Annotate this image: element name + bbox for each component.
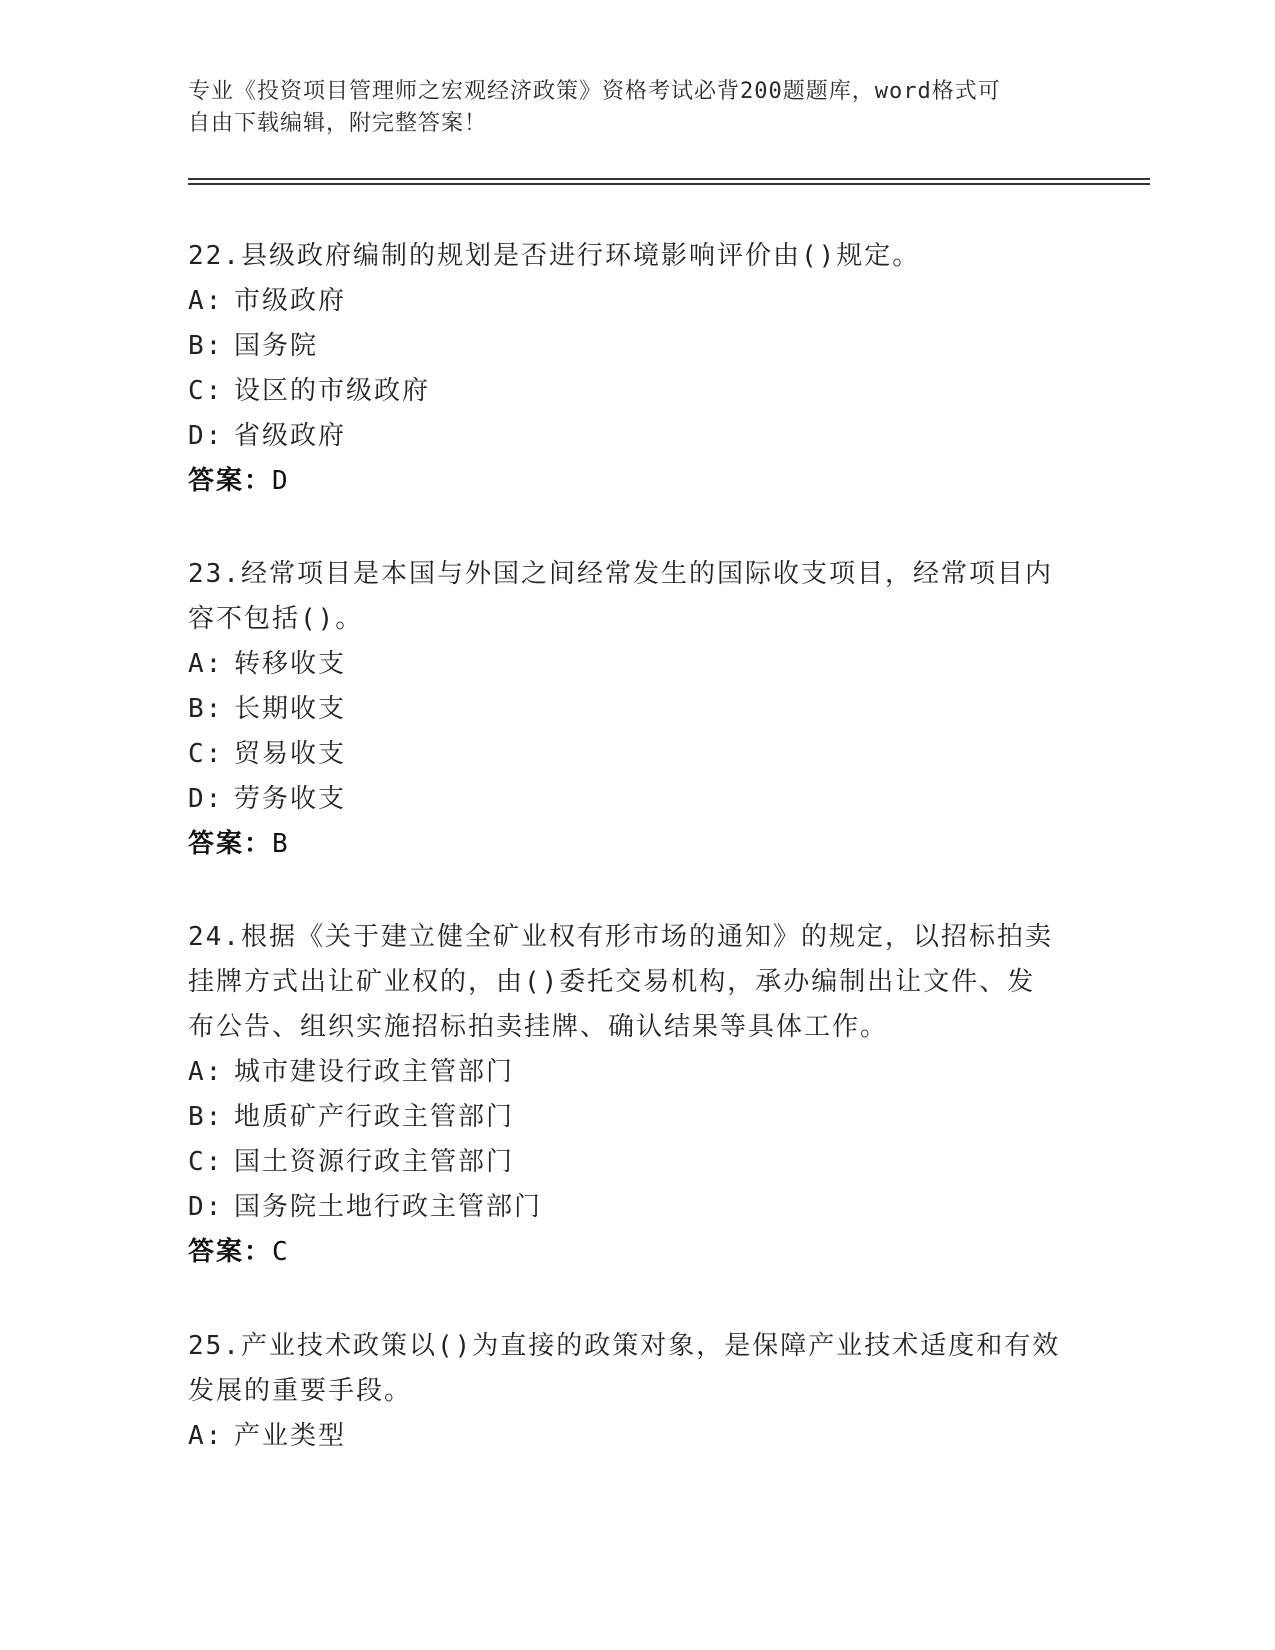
question-stem-line: 23.经常项目是本国与外国之间经常发生的国际收支项目，经常项目内 <box>188 559 1053 589</box>
option-b <box>188 1095 1078 1140</box>
option-letter: C: <box>188 1147 224 1177</box>
option-text: 省级政府 <box>234 421 347 451</box>
answer-value: C <box>272 1237 290 1267</box>
option-a <box>188 642 1078 687</box>
option-text: 城市建设行政主管部门 <box>234 1057 515 1087</box>
question-stem-line: 容不包括()。 <box>188 604 364 634</box>
question-25 <box>188 1324 1078 1459</box>
option-letter: D: <box>188 1192 224 1222</box>
question-stem <box>188 1324 1078 1414</box>
option-letter: A: <box>188 286 224 316</box>
question-stem <box>188 552 1078 642</box>
option-letter: B: <box>188 694 224 724</box>
header-divider-bottom <box>188 183 1150 185</box>
question-22 <box>188 234 1078 504</box>
question-stem <box>188 915 1078 1050</box>
question-stem-line: 挂牌方式出让矿业权的，由()委托交易机构，承办编制出让文件、发 <box>188 967 1036 997</box>
question-stem: 22.县级政府编制的规划是否进行环境影响评价由()规定。 <box>188 241 921 271</box>
header-line-1: 专业《投资项目管理师之宏观经济政策》资格考试必背200题题库，word格式可 <box>188 79 1001 104</box>
question-stem-line: 25.产业技术政策以()为直接的政策对象，是保障产业技术适度和有效 <box>188 1331 1061 1361</box>
option-c <box>188 732 1078 777</box>
option-b <box>188 687 1078 732</box>
option-letter: B: <box>188 1102 224 1132</box>
answer-line <box>188 459 1078 504</box>
answer-line <box>188 822 1078 867</box>
header-line-2: 自由下载编辑，附完整答案！ <box>188 111 488 136</box>
option-text: 产业类型 <box>234 1421 347 1451</box>
option-text: 设区的市级政府 <box>234 376 431 406</box>
answer-label: 答案： <box>188 829 273 859</box>
option-text: 国务院土地行政主管部门 <box>234 1192 543 1222</box>
option-d <box>188 414 1078 459</box>
header-divider-top <box>188 178 1150 180</box>
option-a <box>188 279 1078 324</box>
option-b <box>188 324 1078 369</box>
document-header <box>188 76 1088 140</box>
option-text: 市级政府 <box>234 286 347 316</box>
answer-label: 答案： <box>188 1237 273 1267</box>
question-stem-line: 发展的重要手段。 <box>188 1376 413 1406</box>
question-24 <box>188 915 1078 1275</box>
option-d <box>188 1185 1078 1230</box>
option-text: 国务院 <box>234 331 319 361</box>
option-d <box>188 777 1078 822</box>
option-letter: D: <box>188 784 224 814</box>
option-a <box>188 1050 1078 1095</box>
question-stem-line: 24.根据《关于建立健全矿业权有形市场的通知》的规定，以招标拍卖 <box>188 922 1053 952</box>
option-c <box>188 369 1078 414</box>
option-text: 贸易收支 <box>234 739 347 769</box>
option-letter: D: <box>188 421 224 451</box>
option-letter: C: <box>188 739 224 769</box>
answer-line <box>188 1230 1078 1275</box>
option-letter: A: <box>188 649 224 679</box>
option-c <box>188 1140 1078 1185</box>
answer-value: D <box>272 466 290 496</box>
option-text: 转移收支 <box>234 649 347 679</box>
option-letter: B: <box>188 331 224 361</box>
option-text: 国土资源行政主管部门 <box>234 1147 515 1177</box>
option-text: 长期收支 <box>234 694 347 724</box>
question-stem-line: 布公告、组织实施招标拍卖挂牌、确认结果等具体工作。 <box>188 1012 889 1042</box>
option-letter: C: <box>188 376 224 406</box>
option-letter: A: <box>188 1421 224 1451</box>
option-letter: A: <box>188 1057 224 1087</box>
answer-label: 答案： <box>188 466 273 496</box>
option-text: 劳务收支 <box>234 784 347 814</box>
option-text: 地质矿产行政主管部门 <box>234 1102 515 1132</box>
option-a <box>188 1414 1078 1459</box>
question-23 <box>188 552 1078 867</box>
answer-value: B <box>272 829 290 859</box>
